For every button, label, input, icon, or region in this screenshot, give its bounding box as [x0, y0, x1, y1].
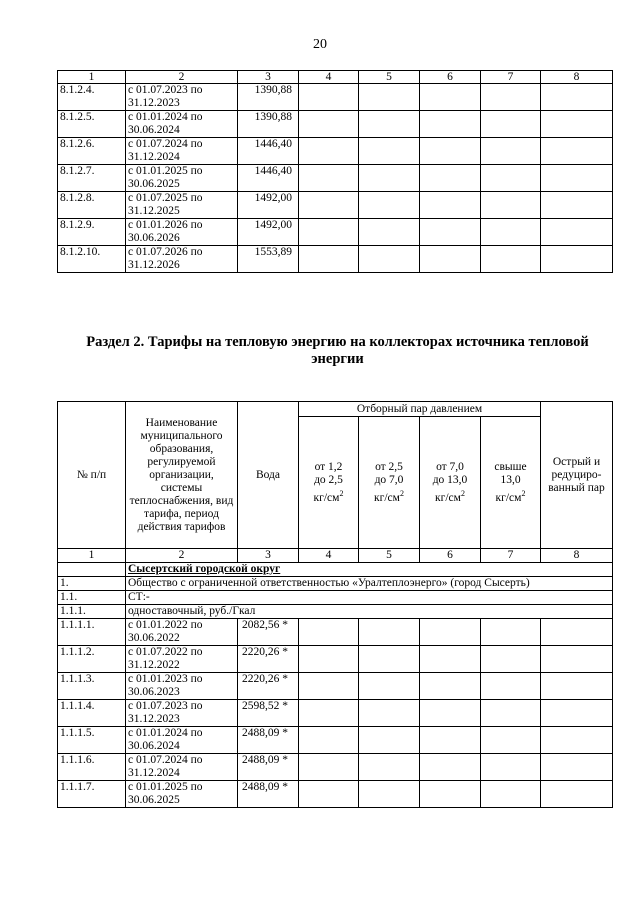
row-number: 8.1.2.9. [58, 219, 126, 246]
empty-cell [359, 754, 420, 781]
row-value: 2488,09 * [238, 781, 299, 808]
organization-row [58, 577, 613, 591]
empty-cell [299, 781, 359, 808]
system-number: 1.1. [58, 591, 126, 605]
column-number-row [58, 549, 613, 563]
column-number: 1 [58, 549, 126, 563]
period-end: 30.06.2022 [128, 632, 180, 644]
header-sup: 2 [460, 488, 465, 498]
empty-cell [541, 219, 613, 246]
row-value: 1446,40 [238, 165, 299, 192]
table-row [58, 646, 613, 673]
row-value: 2598,52 * [238, 700, 299, 727]
column-number: 8 [541, 71, 613, 84]
row-value: 1553,89 [238, 246, 299, 273]
period-end: 30.06.2023 [128, 686, 180, 698]
system-name: СТ:- [126, 591, 613, 605]
empty-cell [481, 781, 541, 808]
header-text: от 1,2 [314, 460, 343, 473]
empty-cell [299, 673, 359, 700]
table-row [58, 727, 613, 754]
period-end: 31.12.2023 [128, 97, 180, 109]
row-number: 1.1.1.4. [58, 700, 126, 727]
header-steam-3 [420, 417, 481, 549]
empty-cell [541, 781, 613, 808]
row-value: 2220,26 * [238, 646, 299, 673]
period-start: с 01.07.2025 по [128, 192, 203, 204]
table-row [58, 138, 613, 165]
empty-cell [481, 727, 541, 754]
header-text: от 7,0 [436, 460, 464, 473]
row-number: 8.1.2.6. [58, 138, 126, 165]
period-end: 30.06.2025 [128, 794, 180, 806]
empty-cell [481, 246, 541, 273]
column-number-row [58, 71, 613, 84]
column-number: 7 [481, 71, 541, 84]
header-text: до 13,0 [432, 473, 468, 486]
column-number: 4 [299, 71, 359, 84]
empty-cell [541, 138, 613, 165]
period-start: с 01.01.2024 по [128, 727, 203, 739]
empty-cell [299, 219, 359, 246]
period-start: с 01.01.2026 по [128, 219, 203, 231]
empty-cell [359, 138, 420, 165]
tariff-number: 1.1.1. [58, 605, 126, 619]
row-number: 1.1.1.7. [58, 781, 126, 808]
empty-cell [420, 727, 481, 754]
empty-cell [359, 165, 420, 192]
empty-cell [299, 84, 359, 111]
empty-cell [299, 192, 359, 219]
row-number: 1.1.1.6. [58, 754, 126, 781]
column-number: 2 [126, 549, 238, 563]
period-end: 31.12.2024 [128, 151, 180, 163]
district-num-cell [58, 563, 126, 577]
header-steam-1 [299, 417, 359, 549]
empty-cell [541, 727, 613, 754]
header-text: свыше [494, 460, 527, 473]
row-number: 8.1.2.5. [58, 111, 126, 138]
empty-cell [541, 84, 613, 111]
table-row [58, 111, 613, 138]
period-end: 31.12.2025 [128, 205, 180, 217]
table-row [58, 781, 613, 808]
row-value: 2082,56 * [238, 619, 299, 646]
row-value: 2220,26 * [238, 673, 299, 700]
column-number: 3 [238, 71, 299, 84]
empty-cell [481, 111, 541, 138]
row-period [126, 84, 238, 111]
empty-cell [481, 619, 541, 646]
tariff-name: одноставочный, руб./Гкал [126, 605, 613, 619]
row-period [126, 781, 238, 808]
column-number: 1 [58, 71, 126, 84]
empty-cell [481, 84, 541, 111]
row-period [126, 700, 238, 727]
column-number: 8 [541, 549, 613, 563]
empty-cell [420, 646, 481, 673]
empty-cell [359, 219, 420, 246]
period-start: с 01.01.2023 по [128, 673, 203, 685]
empty-cell [299, 138, 359, 165]
empty-cell [541, 165, 613, 192]
row-period [126, 111, 238, 138]
empty-cell [420, 138, 481, 165]
empty-cell [481, 673, 541, 700]
empty-cell [420, 700, 481, 727]
empty-cell [481, 754, 541, 781]
period-end: 31.12.2024 [128, 767, 180, 779]
empty-cell [359, 727, 420, 754]
empty-cell [481, 219, 541, 246]
row-period [126, 165, 238, 192]
row-period [126, 246, 238, 273]
period-start: с 01.07.2024 по [128, 138, 203, 150]
empty-cell [359, 619, 420, 646]
header-text: до 2,5 [314, 473, 343, 486]
row-value: 2488,09 * [238, 754, 299, 781]
header-unit: кг/см [435, 491, 461, 504]
empty-cell [299, 700, 359, 727]
table-row [58, 192, 613, 219]
tariff-table-continued [57, 70, 613, 273]
empty-cell [420, 619, 481, 646]
district-name [126, 563, 613, 577]
empty-cell [299, 111, 359, 138]
section-title [60, 334, 615, 368]
table-row [58, 246, 613, 273]
period-start: с 01.01.2025 по [128, 781, 203, 793]
empty-cell [420, 673, 481, 700]
section-title-line: Раздел 2. Тарифы на тепловую энергию на коллекторах источника тепловой [86, 334, 589, 350]
empty-cell [541, 619, 613, 646]
table-row [58, 700, 613, 727]
column-number: 4 [299, 549, 359, 563]
header-sup: 2 [521, 488, 526, 498]
district-row [58, 563, 613, 577]
header-number: № п/п [58, 402, 126, 549]
empty-cell [541, 646, 613, 673]
row-number: 1.1.1.5. [58, 727, 126, 754]
empty-cell [420, 781, 481, 808]
empty-cell [299, 646, 359, 673]
column-number: 6 [420, 549, 481, 563]
empty-cell [299, 165, 359, 192]
system-row [58, 591, 613, 605]
empty-cell [541, 192, 613, 219]
row-period [126, 646, 238, 673]
empty-cell [359, 700, 420, 727]
period-start: с 01.07.2026 по [128, 246, 203, 258]
empty-cell [299, 754, 359, 781]
column-number: 6 [420, 71, 481, 84]
row-number: 8.1.2.10. [58, 246, 126, 273]
period-start: с 01.01.2022 по [128, 619, 203, 631]
period-start: с 01.07.2024 по [128, 754, 203, 766]
header-unit: кг/см [313, 491, 340, 504]
period-end: 31.12.2023 [128, 713, 180, 725]
table-row [58, 754, 613, 781]
period-end: 30.06.2026 [128, 232, 180, 244]
empty-cell [481, 138, 541, 165]
empty-cell [359, 192, 420, 219]
row-value: 1390,88 [238, 111, 299, 138]
empty-cell [481, 192, 541, 219]
period-end: 31.12.2026 [128, 259, 180, 271]
header-text: от 2,5 [375, 460, 403, 473]
org-name: Общество с ограниченной ответственностью «Уралтеплоэнерго» (город Сысерть) [126, 577, 613, 591]
empty-cell [541, 111, 613, 138]
column-number: 5 [359, 71, 420, 84]
column-number: 7 [481, 549, 541, 563]
empty-cell [420, 192, 481, 219]
empty-cell [420, 84, 481, 111]
row-period [126, 673, 238, 700]
period-end: 31.12.2022 [128, 659, 180, 671]
row-value: 1390,88 [238, 84, 299, 111]
empty-cell [420, 165, 481, 192]
header-sup: 2 [399, 488, 404, 498]
section-title-line: энергии [311, 351, 364, 367]
tariff-type-row [58, 605, 613, 619]
period-end: 30.06.2025 [128, 178, 180, 190]
row-number: 1.1.1.1. [58, 619, 126, 646]
row-period [126, 192, 238, 219]
empty-cell [420, 246, 481, 273]
empty-cell [541, 673, 613, 700]
header-steam-4 [481, 417, 541, 549]
empty-cell [299, 727, 359, 754]
header-text: до 7,0 [374, 473, 404, 486]
empty-cell [420, 111, 481, 138]
row-value: 1446,40 [238, 138, 299, 165]
period-end: 30.06.2024 [128, 124, 180, 136]
period-end: 30.06.2024 [128, 740, 180, 752]
empty-cell [359, 646, 420, 673]
row-value: 2488,09 * [238, 727, 299, 754]
row-period [126, 219, 238, 246]
header-live-steam: Острый и редуциро-ванный пар [541, 402, 613, 549]
empty-cell [541, 700, 613, 727]
period-start: с 01.07.2023 по [128, 84, 203, 96]
row-number: 8.1.2.4. [58, 84, 126, 111]
table-row [58, 84, 613, 111]
row-number: 8.1.2.8. [58, 192, 126, 219]
empty-cell [359, 781, 420, 808]
header-unit: кг/см [374, 491, 400, 504]
district-label: Сысертский городской округ [128, 563, 281, 575]
table-row [58, 673, 613, 700]
empty-cell [299, 619, 359, 646]
header-text: 13,0 [500, 473, 521, 486]
column-number: 3 [238, 549, 299, 563]
row-period [126, 754, 238, 781]
empty-cell [420, 219, 481, 246]
row-value: 1492,00 [238, 192, 299, 219]
header-water: Вода [238, 402, 299, 549]
org-number: 1. [58, 577, 126, 591]
empty-cell [359, 111, 420, 138]
empty-cell [481, 646, 541, 673]
empty-cell [359, 673, 420, 700]
header-name: Наименование муниципального образования, регулируемой организации, системы теплоснабжения, вид тарифа, период действия тарифов [126, 402, 238, 549]
column-number: 5 [359, 549, 420, 563]
tariff-table-collectors [57, 401, 613, 808]
row-period [126, 619, 238, 646]
page-number: 20 [313, 37, 327, 52]
empty-cell [481, 700, 541, 727]
row-number: 8.1.2.7. [58, 165, 126, 192]
row-number: 1.1.1.3. [58, 673, 126, 700]
table-row [58, 619, 613, 646]
header-steam-group: Отборный пар давлением [299, 402, 541, 417]
empty-cell [359, 84, 420, 111]
empty-cell [420, 754, 481, 781]
period-start: с 01.01.2025 по [128, 165, 203, 177]
column-number: 2 [126, 71, 238, 84]
empty-cell [541, 754, 613, 781]
period-start: с 01.01.2024 по [128, 111, 203, 123]
header-sup: 2 [339, 488, 344, 498]
header-unit: кг/см [495, 491, 522, 504]
empty-cell [541, 246, 613, 273]
table-row [58, 165, 613, 192]
header-steam-2 [359, 417, 420, 549]
period-start: с 01.07.2022 по [128, 646, 203, 658]
period-start: с 01.07.2023 по [128, 700, 203, 712]
empty-cell [359, 246, 420, 273]
row-period [126, 138, 238, 165]
row-value: 1492,00 [238, 219, 299, 246]
empty-cell [481, 165, 541, 192]
row-period [126, 727, 238, 754]
empty-cell [299, 246, 359, 273]
table-row [58, 219, 613, 246]
row-number: 1.1.1.2. [58, 646, 126, 673]
